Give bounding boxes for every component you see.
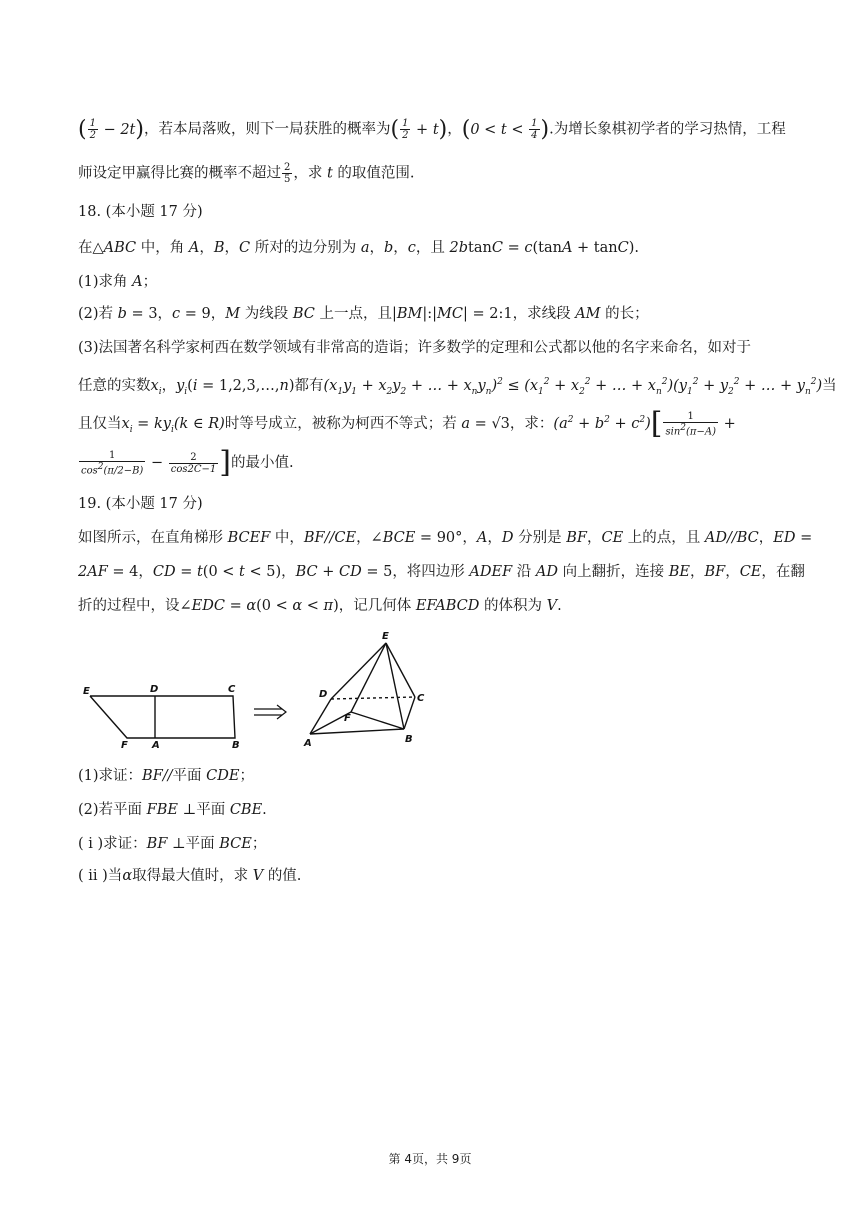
flat-trapezoid-diagram bbox=[90, 696, 235, 738]
q19-line-2: 2AF = 4，CD = t(0 < t < 5)，BC + CD = 5，将四边形 ADEF 沿 AD 向上翻折，连接 BE，BF，CE，在翻 bbox=[78, 564, 805, 580]
q19-header: 19. (本小题 17 分) bbox=[78, 496, 203, 512]
q19-part-2-i: ( ⅰ )求证：BF ⊥平面 BCE； bbox=[78, 836, 267, 852]
fig-left-label-c: C bbox=[228, 684, 236, 695]
q17-line-1: ( $\frac{1}{2}$ − 2t)，若本局落败，则下一局获胜的概率为( $\frac{1}{2}$ + t)，(0 < t < $\frac{1}{4}$ ).为增长象棋初学者的学习热情，工程 bbox=[78, 116, 786, 142]
q18-part-3-line-4: $\frac{1}{\cos^2(\pi/2-B)}$ − $\frac{2}{\cos 2C-1}$ ]的最小值. bbox=[81, 445, 294, 481]
q19-part-2: (2)若平面 FBE ⊥平面 CBE. bbox=[78, 802, 267, 818]
fig-right-label-f: F bbox=[344, 713, 351, 724]
q18-part-3-line-2: 任意的实数$x_i$，$y_i(i$ = 1,2,3,…,n)都有($x_1y_1 + x_2y_2$ + … + $x_ny_n)^2 \le (x_1^2 + x_2^2$ + … + $x_n^2)(y_1^2 + y_2^2$ + … + $y_n^2$)当 bbox=[78, 377, 837, 397]
fig-left-label-d: D bbox=[150, 684, 159, 695]
q19-line-3: 折的过程中，设∠EDC = α(0 < α < π)，记几何体 EFABCD 的体积为 V. bbox=[78, 598, 562, 614]
q18-part-2: (2)若 b = 3，c = 9，M 为线段 BC 上一点，且|BM|:|MC| = 2:1，求线段 AM 的长； bbox=[78, 306, 649, 322]
fig-right-label-b: B bbox=[405, 734, 413, 745]
fig-left-label-e: E bbox=[83, 686, 90, 697]
fig-left-label-a: A bbox=[152, 740, 160, 751]
q18-intro: 在△ABC 中，角 A，B，C 所对的边分别为 a，b，c，且 2btanC = c(tanA + tanC). bbox=[78, 240, 639, 256]
q18-part-3-line-1: (3)法国著名科学家柯西在数学领域有非常高的造诣；许多数学的定理和公式都以他的名字来命名，如对于 bbox=[78, 340, 752, 356]
q17-line-2: 师设定甲赢得比赛的概率不超过 $\frac{2}{5}$ ，求 t 的取值范围. bbox=[78, 162, 415, 185]
q19-line-1: 如图所示，在直角梯形 BCEF 中，BF//CE，∠BCE = 90°，A，D 分别是 BF，CE 上的点，且 AD//BC，ED = bbox=[78, 530, 813, 546]
page-footer: 第 4页，共 9页 bbox=[388, 1152, 472, 1166]
q18-part-3-line-3: 且仅当$x_i = ky_i(k$ ∈ R)时等号成立，被称为柯西不等式；若 a = √3，求：$(a^2 + b^2 + c^2)$[ $\frac{1}{\sin^2(\pi-A)}$ + bbox=[78, 405, 736, 441]
fig-right-label-e: E bbox=[382, 631, 389, 642]
q19-figure bbox=[78, 628, 438, 753]
q19-part-2-ii: ( ⅱ )当α取得最大值时，求 V 的值. bbox=[78, 868, 302, 884]
fig-right-label-a: A bbox=[304, 738, 312, 749]
double-right-arrow-icon bbox=[254, 705, 286, 719]
q18-header: 18. (本小题 17 分) bbox=[78, 204, 203, 220]
fig-right-label-c: C bbox=[417, 693, 425, 704]
q18-part-1: (1)求角 A； bbox=[78, 274, 158, 290]
fig-left-label-f: F bbox=[121, 740, 128, 751]
fig-right-label-d: D bbox=[319, 689, 328, 700]
q19-part-1: (1)求证：BF//平面 CDE； bbox=[78, 768, 254, 784]
fig-left-label-b: B bbox=[232, 740, 240, 751]
